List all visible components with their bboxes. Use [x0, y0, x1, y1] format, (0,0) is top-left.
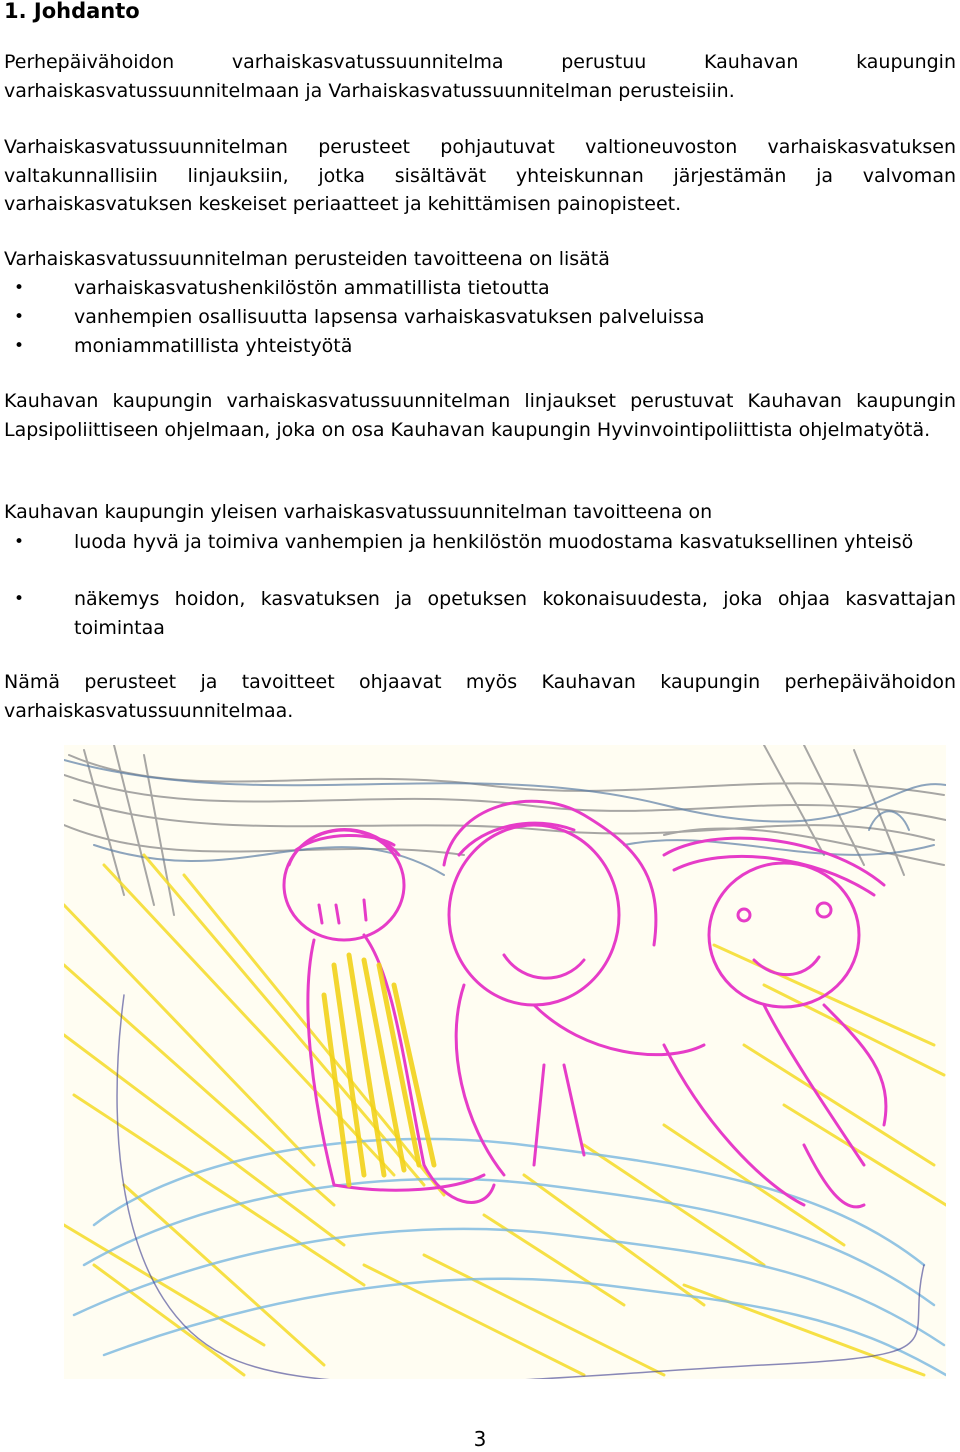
- page-number: 3: [473, 1427, 487, 1451]
- list-item-text: näkemys hoidon, kasvatuksen ja opetuksen kokonaisuudesta, joka ohjaa kasvattajan toimintaa: [74, 588, 956, 639]
- policy-paragraph: Kauhavan kaupungin varhaiskasvatussuunnitelman linjaukset perustuvat Kauhavan kaupungin Lapsipoliittiseen ohjelmaan, joka on osa Kauhavan kaupungin Hyvinvointipoliittista ohjelmatyötä.: [4, 390, 956, 441]
- bullet-icon: •: [13, 589, 25, 609]
- section-heading: 1. Johdanto: [4, 0, 140, 23]
- intro-paragraph: Perhepäivähoidon varhaiskasvatussuunnitelma perustuu Kauhavan kaupungin varhaiskasvatussuunnitelmaan ja Varhaiskasvatussuunnitelman perusteisiin.: [4, 51, 956, 102]
- foundations-paragraph: Varhaiskasvatussuunnitelman perusteet pohjautuvat valtioneuvoston varhaiskasvatuksen valtakunnallisiin linjauksiin, jotka sisältävät yhteiskunnan järjestämän ja valvoman varhaiskasvatuksen keskeiset periaatteet ja kehittämisen painopisteet.: [4, 136, 956, 215]
- list-item-text: moniammatillista yhteistyötä: [74, 335, 353, 357]
- list-item: [4, 332, 956, 361]
- general-goals-paragraph: Kauhavan kaupungin yleisen varhaiskasvatussuunnitelman tavoitteena on: [4, 501, 713, 523]
- bullet-icon: •: [13, 336, 25, 356]
- bullet-icon: •: [13, 278, 25, 298]
- list-item: [4, 585, 956, 642]
- list-item-text: luoda hyvä ja toimiva vanhempien ja henkilöstön muodostama kasvatuksellinen yhteisö: [74, 531, 914, 553]
- goals-intro-paragraph: Varhaiskasvatussuunnitelman perusteiden tavoitteena on lisätä: [4, 248, 610, 270]
- closing-paragraph: Nämä perusteet ja tavoitteet ohjaavat myös Kauhavan kaupungin perhepäivähoidon varhaiskasvatussuunnitelmaa.: [4, 671, 956, 722]
- list-item-text: vanhempien osallisuutta lapsensa varhaiskasvatuksen palveluissa: [74, 306, 705, 328]
- list-item-text: varhaiskasvatushenkilöstön ammatillista tietoutta: [74, 277, 550, 299]
- bullet-icon: •: [13, 307, 25, 327]
- child-crayon-drawing: [64, 745, 946, 1379]
- list-item: [4, 274, 956, 303]
- list-item: [4, 528, 956, 557]
- bullet-icon: •: [13, 532, 25, 552]
- list-item: [4, 303, 956, 332]
